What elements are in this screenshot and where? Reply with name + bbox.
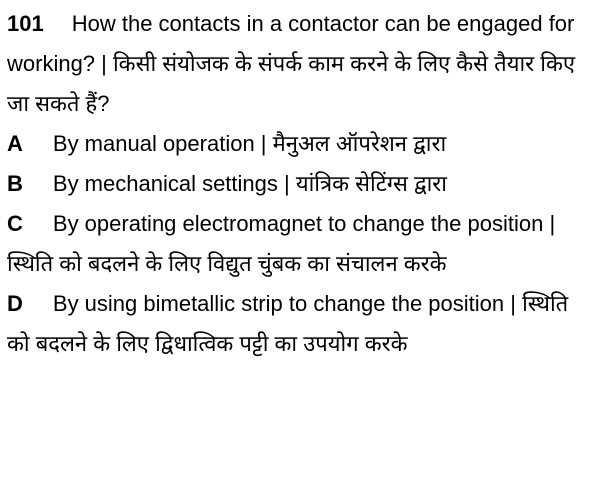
- option-letter: C: [7, 211, 23, 236]
- question: [7, 4, 585, 124]
- option-text: By mechanical settings | यांत्रिक सेटिंग्स द्वारा: [52, 171, 448, 196]
- option-a[interactable]: [7, 124, 585, 164]
- option-letter: B: [7, 171, 23, 196]
- question-number: 101: [7, 11, 44, 36]
- question-text: How the contacts in a contactor can be engaged for working? | किसी संयोजक के संपर्क काम करने के लिए कैसे तैयार किए जा सकते हैं?: [7, 11, 576, 116]
- option-letter: D: [7, 291, 23, 316]
- option-b[interactable]: [7, 164, 585, 204]
- option-text: By manual operation | मैनुअल ऑपरेशन द्वारा: [52, 131, 447, 156]
- option-d[interactable]: [7, 284, 585, 364]
- option-c[interactable]: [7, 204, 585, 284]
- option-text: By using bimetallic strip to change the position | स्थिति को बदलने के लिए द्विधात्विक पट्टी का उपयोग करके: [7, 291, 569, 356]
- question-card: [7, 4, 585, 364]
- option-letter: A: [7, 131, 23, 156]
- option-text: By operating electromagnet to change the position | स्थिति को बदलने के लिए विद्युत चुंबक का संचालन करके: [7, 211, 556, 276]
